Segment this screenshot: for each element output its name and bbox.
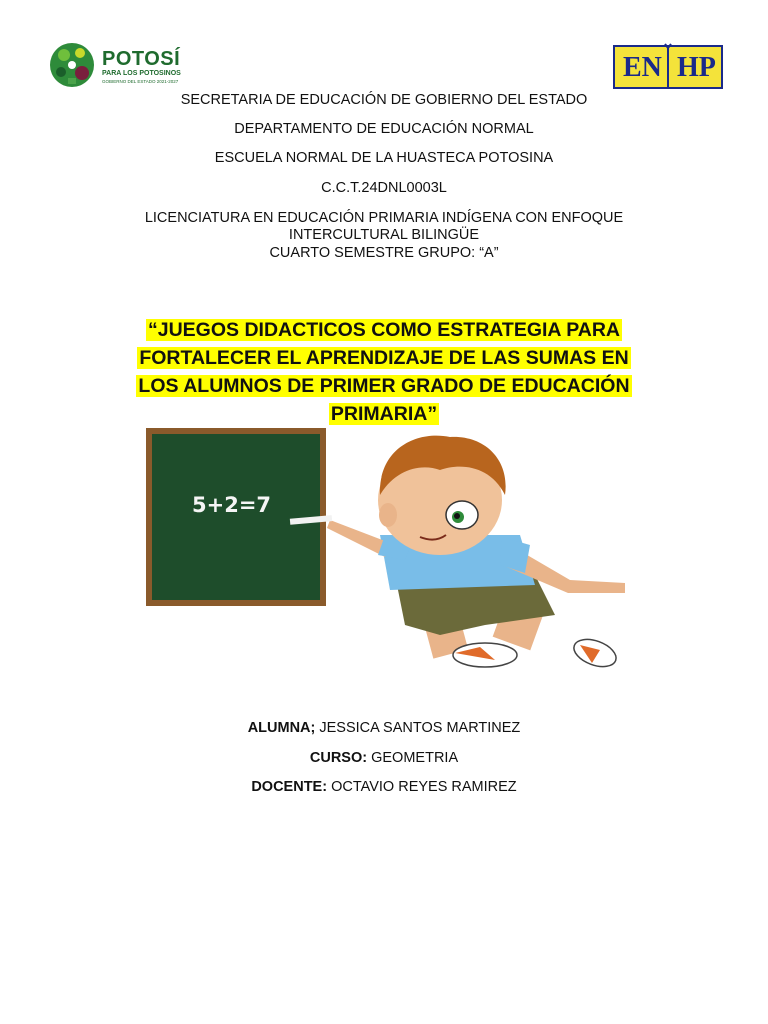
header-escuela: ESCUELA NORMAL DE LA HUASTECA POTOSINA	[214, 150, 554, 166]
curso-label: CURSO:	[309, 750, 368, 766]
chalkboard-equation: 5+2=7	[192, 493, 272, 517]
info-alumna	[0, 720, 768, 736]
docente-label: DOCENTE:	[251, 779, 328, 795]
potosi-logo	[48, 40, 198, 90]
alumna-label: ALUMNA;	[247, 720, 316, 736]
header-departamento: DEPARTAMENTO DE EDUCACIÓN NORMAL	[234, 121, 534, 137]
document-title	[0, 316, 768, 428]
boy-chalkboard-illustration	[140, 425, 630, 675]
curso-value: GEOMETRIA	[367, 750, 459, 766]
potosi-small-text: GOBIERNO DEL ESTADO 2021-2027	[102, 79, 179, 84]
info-curso	[0, 750, 768, 766]
title-line-2: FORTALECER EL APRENDIZAJE DE LAS SUMAS EN	[139, 347, 629, 369]
info-docente	[0, 779, 768, 795]
docente-value: OCTAVIO REYES RAMIREZ	[327, 779, 517, 795]
title-line-1: “JUEGOS DIDACTICOS COMO ESTRATEGIA PARA	[148, 319, 620, 341]
enhp-left-letters: EN	[623, 52, 662, 83]
enhp-right-letters: HP	[677, 52, 716, 83]
title-line-4: PRIMARIA”	[330, 403, 438, 425]
potosi-tagline: PARA LOS POTOSINOS	[102, 70, 181, 77]
illustration	[140, 425, 630, 675]
header-semestre: CUARTO SEMESTRE GRUPO: “A”	[269, 245, 499, 261]
header-intercultural: INTERCULTURAL BILINGÜE	[288, 227, 480, 243]
potosi-emblem-icon	[48, 40, 100, 90]
header-secretaria: SECRETARIA DE EDUCACIÓN DE GOBIERNO DEL ESTADO	[180, 92, 588, 108]
potosi-brand-text: POTOSÍ	[102, 48, 181, 70]
title-line-3: LOS ALUMNOS DE PRIMER GRADO DE EDUCACIÓN	[138, 375, 630, 397]
alumna-value: JESSICA SANTOS MARTINEZ	[315, 720, 521, 736]
enhp-logo	[613, 42, 723, 90]
header-cct: C.C.T.24DNL0003L	[321, 180, 447, 196]
header-licenciatura: LICENCIATURA EN EDUCACIÓN PRIMARIA INDÍGENA CON ENFOQUE	[144, 210, 624, 226]
